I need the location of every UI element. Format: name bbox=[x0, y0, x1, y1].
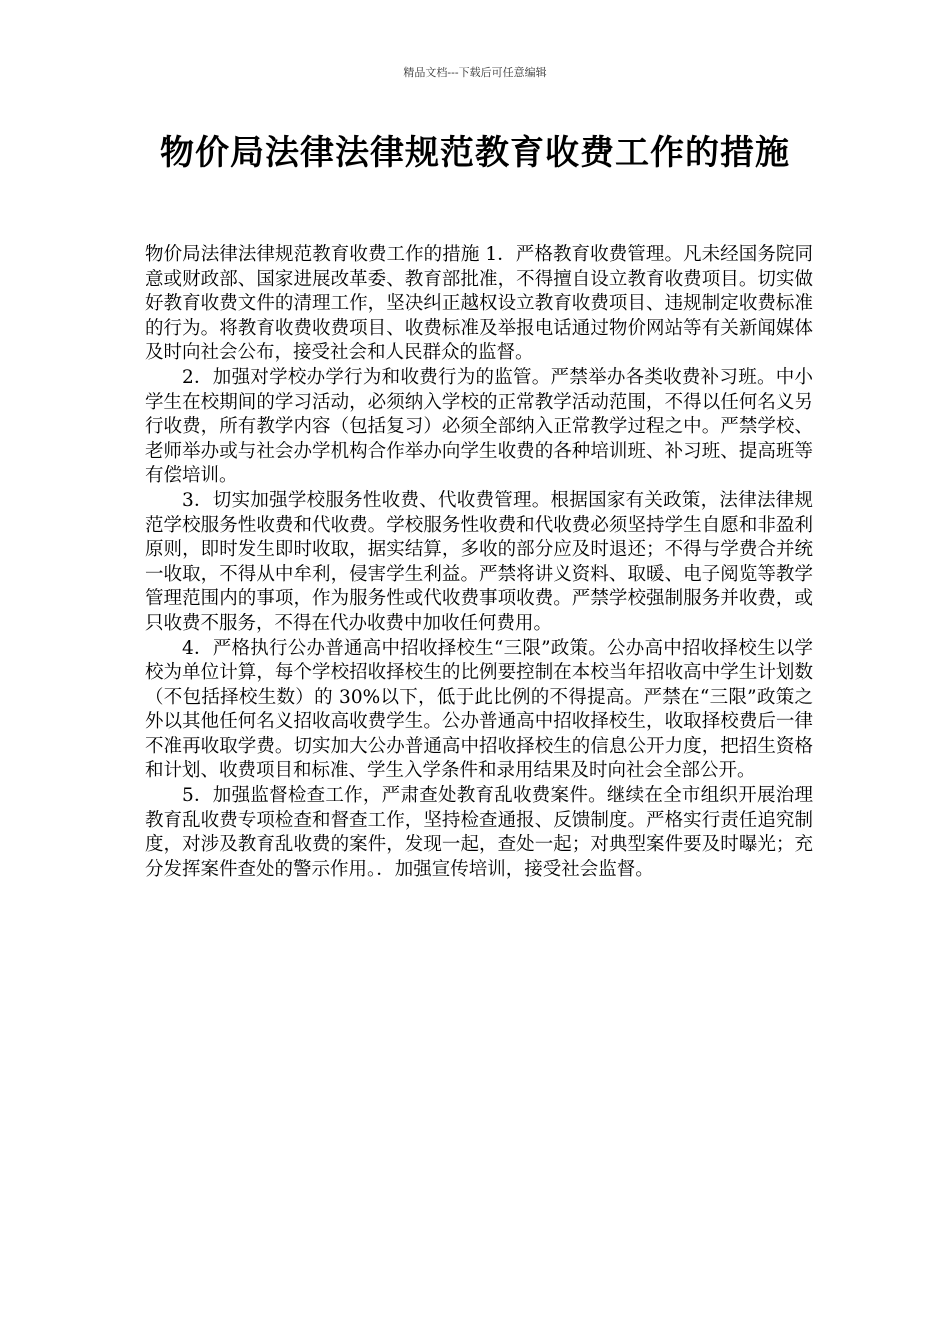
document-body bbox=[145, 243, 813, 882]
paragraph-5: 5．加强监督检查工作，严肃查处教育乱收费案件。继续在全市组织开展治理教育乱收费专项检查和督查工作，坚持检查通报、反馈制度。严格实行责任追究制度，对涉及教育乱收费的案件，发现一起，查处一起；对典型案件要及时曝光；充分发挥案件查处的警示作用。．加强宣传培训，接受社会监督。 bbox=[145, 785, 813, 880]
paragraph-4: 4．严格执行公办普通高中招收择校生“三限”政策。公办高中招收择校生以学校为单位计算，每个学校招收择校生的比例要控制在本校当年招收高中学生计划数（不包括择校生数）的 30%以下，低于此比例的不得提高。严禁在“三限”政策之外以其他任何名义招收高收费学生。公办普通高中招收择校生，收取择校费后一律不准再收取学费。切实加大公办普通高中招收择校生的信息公开力度，把招生资格和计划、收费项目和标准、学生入学条件和录用结果及时向社会全部公开。 bbox=[145, 637, 813, 782]
paragraph-2: 2．加强对学校办学行为和收费行为的监管。严禁举办各类收费补习班。中小学生在校期间的学习活动，必须纳入学校的正常教学活动范围，不得以任何名义另行收费，所有教学内容（包括复习）必须全部纳入正常教学过程之中。严禁学校、老师举办或与社会办学机构合作举办向学生收费的各种培训班、补习班、提高班等有偿培训。 bbox=[145, 366, 813, 487]
paragraph-1: 物价局法律法律规范教育收费工作的措施 1．严格教育收费管理。凡未经国务院同意或财政部、国家进展改革委、教育部批准，不得擅自设立教育收费项目。切实做好教育收费文件的清理工作，坚决纠正越权设立教育收费项目、违规制定收费标准的行为。将教育收费收费项目、收费标准及举报电话通过物价网站等有关新闻媒体及时向社会公布，接受社会和人民群众的监督。 bbox=[145, 244, 813, 364]
document-title: 物价局法律法律规范教育收费工作的措施 bbox=[160, 133, 790, 173]
paragraph-3: 3．切实加强学校服务性收费、代收费管理。根据国家有关政策，法律法律规范学校服务性收费和代收费。学校服务性收费和代收费必须坚持学生自愿和非盈利原则，即时发生即时收取，据实结算，多收的部分应及时退还；不得与学费合并统一收取，不得从中牟利，侵害学生利益。严禁将讲义资料、取暖、电子阅览等教学管理范围内的事项，作为服务性或代收费事项收费。严禁学校强制服务并收费，或只收费不服务，不得在代办收费中加收任何费用。 bbox=[145, 489, 813, 634]
header-note: 精品文档---下载后可任意编辑 bbox=[403, 66, 547, 79]
